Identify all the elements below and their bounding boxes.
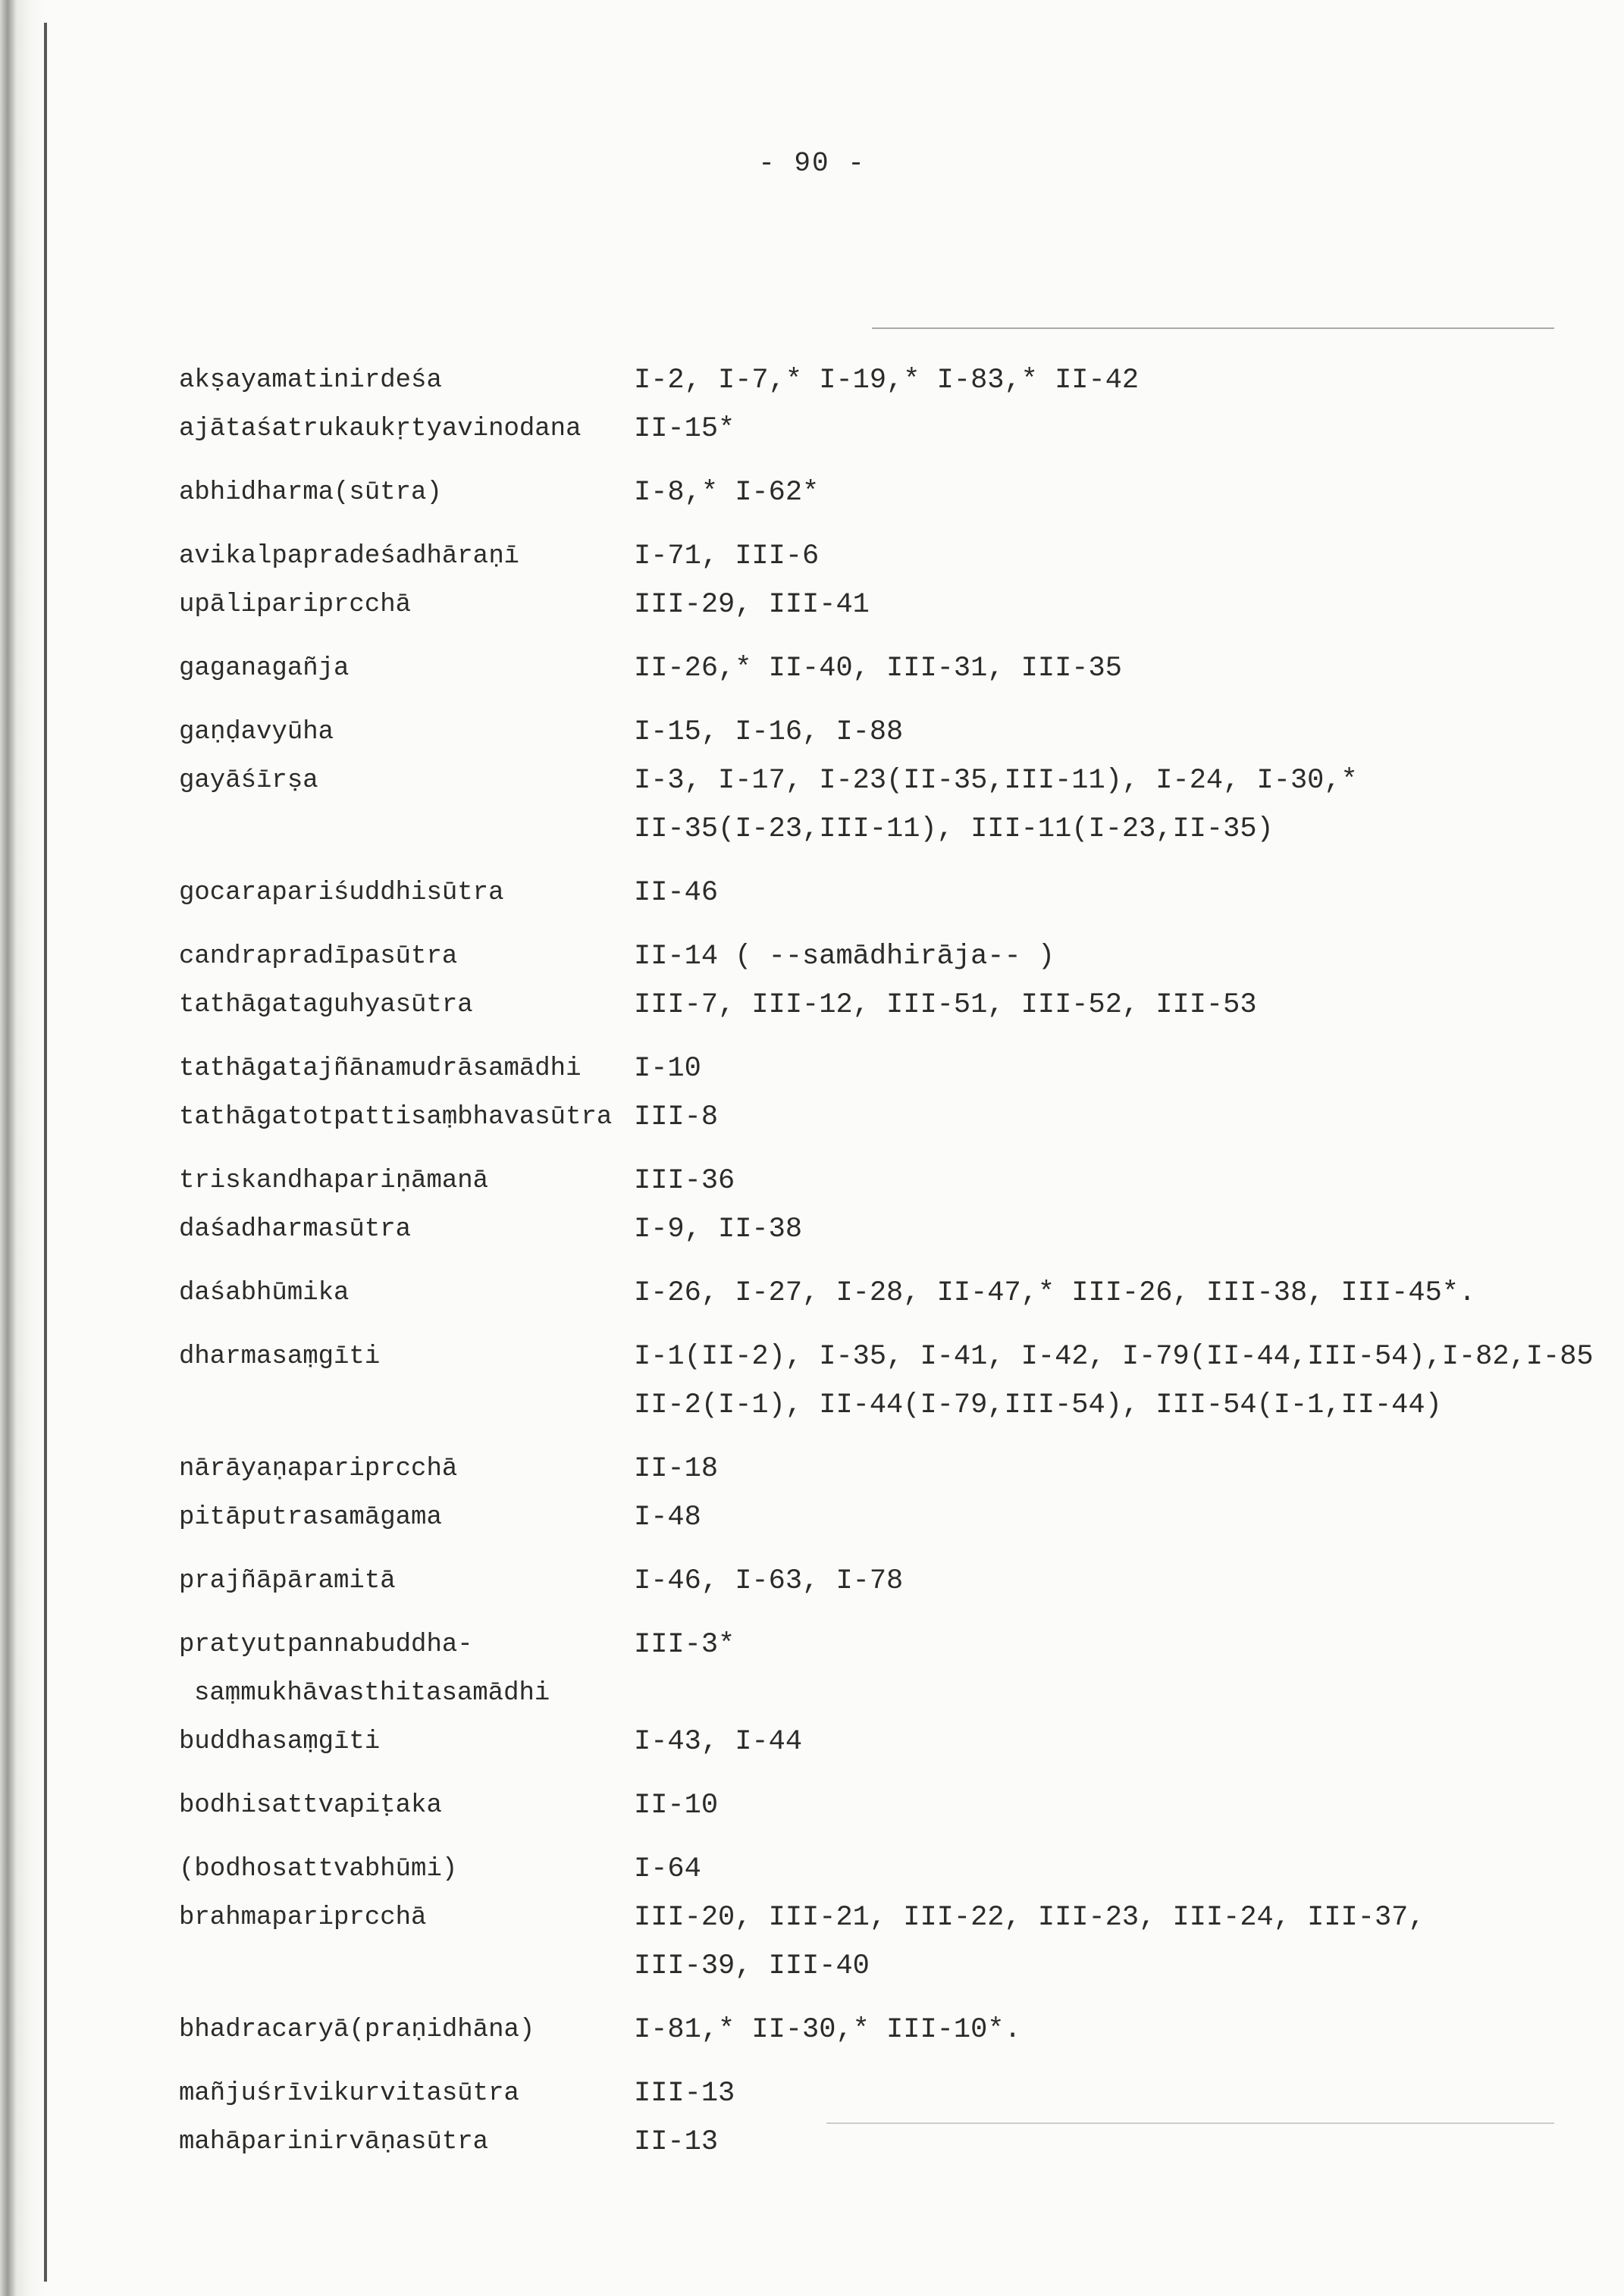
index-entry [179,981,1566,1029]
group-gap [179,453,1566,468]
group-gap [179,917,1566,932]
entry-references: I-71, III-6 [634,540,820,572]
entry-term [179,1381,634,1430]
entry-term: daśabhūmika [179,1279,350,1308]
entry-term: ajātaśatrukaukṛtyavinodana [179,415,582,443]
binding-shadow-line [44,23,47,2282]
entry-references: I-46, I-63, I-78 [634,1565,904,1597]
entry-references: II-10 [634,1790,719,1821]
entry-references: II-2(I-1), II-44(I-79,III-54), III-54(I-1,II-44) [634,1389,1442,1421]
index-entry [179,1669,1566,1718]
entry-references: I-48 [634,1502,701,1533]
group-gap [179,693,1566,708]
entry-term: dharmasaṃgīti [179,1342,381,1371]
entry-term [179,1942,634,1991]
entry-term: triskandhapariṇāmanā [179,1167,489,1195]
entry-references: III-20, III-21, III-22, III-23, III-24, III-37, [634,1902,1425,1934]
group-gap [179,629,1566,644]
index-entry [179,1893,1566,1942]
sutra-index [179,356,1594,2166]
group-gap [179,1830,1566,1845]
group-gap [179,517,1566,532]
entry-term: bodhisattvapiṭaka [179,1791,442,1820]
index-entry [179,1845,1566,1893]
entry-term: brahmapariprcchā [179,1903,427,1932]
index-entry [179,1205,1566,1254]
index-entry [179,805,1566,854]
entry-term: akṣayamatinirdeśa [179,366,442,395]
entry-term: tathāgatajñānamudrāsamādhi [179,1054,582,1083]
index-entry [179,708,1566,756]
entry-references: I-9, II-38 [634,1214,803,1245]
index-entry [179,1781,1566,1830]
index-entry [179,1445,1566,1493]
group-gap [179,1029,1566,1045]
index-entry [179,756,1566,805]
group-gap [179,1142,1566,1157]
index-entry [179,2069,1566,2118]
binding-edge [0,0,47,2296]
group-gap [179,1605,1566,1621]
group-gap [179,1991,1566,2006]
entry-references: III-39, III-40 [634,1950,870,1982]
bottom-rule [826,2122,1554,2124]
entry-references: III-13 [634,2078,735,2110]
entry-references: II-13 [634,2126,719,2158]
entry-term: mahāparinirvāṇasūtra [179,2128,489,2157]
entry-references: I-1(II-2), I-35, I-41, I-42, I-79(II-44,III-54),I-82,I-85 [634,1341,1594,1373]
index-entry [179,1269,1566,1317]
index-entry [179,932,1566,981]
entry-references: II-14 ( --samādhirāja-- ) [634,941,1055,973]
entry-term: gaṇḍavyūha [179,718,334,747]
entry-references: I-10 [634,1053,701,1085]
group-gap [179,1542,1566,1557]
entry-references [634,1669,1566,1718]
index-entry [179,405,1566,453]
entry-references: II-35(I-23,III-11), III-11(I-23,II-35) [634,813,1274,845]
index-entry [179,869,1566,917]
index-entry [179,356,1566,405]
entry-term: nārāyaṇapariprcchā [179,1455,458,1483]
entry-references: I-8,* I-62* [634,477,820,509]
group-gap [179,1254,1566,1269]
group-gap [179,1430,1566,1445]
entry-references: I-2, I-7,* I-19,* I-83,* II-42 [634,365,1140,396]
entry-references: II-15* [634,413,735,445]
index-entry [179,532,1566,581]
entry-term: saṃmukhāvasthitasamādhi [194,1679,550,1708]
index-entry [179,1557,1566,1605]
index-entry [179,2006,1566,2054]
entry-term: tathāgataguhyasūtra [179,991,473,1020]
index-entry [179,1621,1566,1669]
entry-term: gayāśīrṣa [179,766,318,795]
index-entry [179,1093,1566,1142]
entry-term: upālipariprcchā [179,590,412,619]
entry-term: prajñāpāramitā [179,1567,396,1596]
entry-references: III-3* [634,1629,735,1661]
entry-term: pratyutpannabuddha- [179,1630,473,1659]
entry-term: abhidharma(sūtra) [179,478,442,507]
entry-references: III-7, III-12, III-51, III-52, III-53 [634,989,1257,1021]
top-rule [872,327,1554,329]
entry-references: III-29, III-41 [634,589,870,621]
group-gap [179,1317,1566,1333]
entry-term [179,805,634,854]
group-gap [179,1766,1566,1781]
index-entry [179,1381,1566,1430]
entry-term: pitāputrasamāgama [179,1503,442,1532]
entry-references: II-26,* II-40, III-31, III-35 [634,653,1122,684]
entry-references: II-46 [634,877,719,909]
entry-term: candrapradīpasūtra [179,942,458,971]
entry-term: mañjuśrīvikurvitasūtra [179,2079,519,2108]
index-entry [179,644,1566,693]
entry-term: bhadracaryā(praṇidhāna) [179,2016,535,2044]
entry-term: tathāgatotpattisaṃbhavasūtra [179,1103,613,1132]
entry-references: III-8 [634,1101,719,1133]
index-entry [179,1718,1566,1766]
group-gap [179,2054,1566,2069]
entry-term: (bodhosattvabhūmi) [179,1855,458,1884]
index-entry [179,581,1566,629]
page-number: - 90 - [758,148,866,179]
entry-references: III-36 [634,1165,735,1197]
entry-term: gocarapariśuddhisūtra [179,879,504,907]
entry-references: I-26, I-27, I-28, II-47,* III-26, III-38, III-45*. [634,1277,1476,1309]
group-gap [179,854,1566,869]
entry-references: I-15, I-16, I-88 [634,716,904,748]
index-entry [179,1157,1566,1205]
index-entry [179,1493,1566,1542]
index-entry [179,1045,1566,1093]
entry-references: I-81,* II-30,* III-10*. [634,2014,1021,2046]
entry-term: avikalpapradeśadhāraṇī [179,542,519,571]
entry-references: II-18 [634,1453,719,1485]
entry-references: I-64 [634,1853,701,1885]
entry-references: I-3, I-17, I-23(II-35,III-11), I-24, I-30,* [634,765,1358,797]
index-entry [179,468,1566,517]
index-entry [179,1942,1566,1991]
entry-term: buddhasaṃgīti [179,1727,381,1756]
index-entry [179,2118,1566,2166]
entry-term: daśadharmasūtra [179,1215,412,1244]
index-entry [179,1333,1594,1381]
entry-term: gaganagañja [179,654,350,683]
entry-references: I-43, I-44 [634,1726,803,1758]
